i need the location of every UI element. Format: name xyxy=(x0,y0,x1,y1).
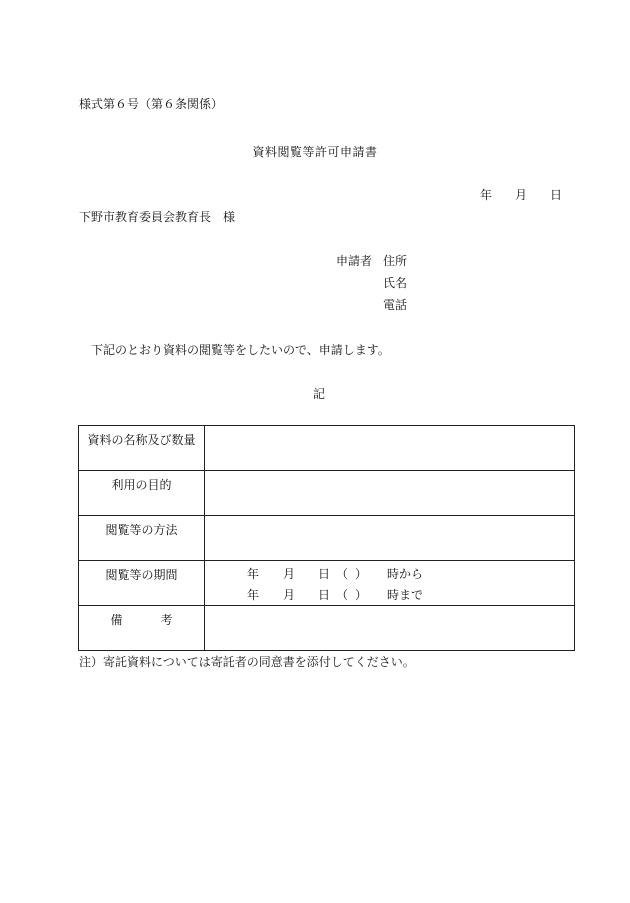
table-row-material xyxy=(79,426,575,471)
ki-heading: 記 xyxy=(313,387,326,401)
addressee: 下野市教育委員会教育長 様 xyxy=(79,210,236,224)
period-end-weekday-open: （ xyxy=(336,588,349,602)
table-row-period xyxy=(79,561,575,606)
method-field[interactable] xyxy=(205,516,575,561)
remarks-label-part-1: 備 xyxy=(110,613,123,627)
detail-table xyxy=(78,425,575,651)
purpose-label: 利用の目的 xyxy=(79,471,205,516)
period-end-year: 年 xyxy=(247,588,260,602)
applicant-name-label: 氏名 xyxy=(383,276,408,290)
period-end-suffix: 時まで xyxy=(387,588,424,602)
purpose-field[interactable] xyxy=(205,471,575,516)
method-label: 閲覧等の方法 xyxy=(79,516,205,561)
material-name-field[interactable] xyxy=(205,426,575,471)
period-start-suffix: 時から xyxy=(387,567,424,581)
applicant-phone-label: 電話 xyxy=(383,298,408,312)
period-start-year: 年 xyxy=(247,567,260,581)
table-row-method xyxy=(79,516,575,561)
applicant-label: 申請者 xyxy=(336,254,373,268)
date-month-label: 月 xyxy=(515,188,528,202)
table-row-remarks xyxy=(79,606,575,651)
document-title: 資料閲覧等許可申請書 xyxy=(252,145,378,159)
remarks-label xyxy=(79,606,205,651)
request-statement: 下記のとおり資料の閲覧等をしたいので、申請します。 xyxy=(91,343,390,357)
period-start-month: 月 xyxy=(283,567,296,581)
form-number: 様式第６号（第６条関係） xyxy=(79,97,224,111)
period-field[interactable] xyxy=(205,561,575,606)
remarks-label-part-2: 考 xyxy=(160,613,173,627)
footnote: 注）寄託資料については寄託者の同意書を添付してください。 xyxy=(79,655,415,669)
period-start-weekday-open: （ xyxy=(336,567,349,581)
period-end-day: 日 xyxy=(318,588,331,602)
period-label: 閲覧等の期間 xyxy=(79,561,205,606)
period-end-weekday-close: ） xyxy=(355,588,368,602)
applicant-address-label: 住所 xyxy=(383,254,408,268)
date-day-label: 日 xyxy=(550,188,563,202)
date-year-label: 年 xyxy=(480,188,493,202)
table-row-purpose xyxy=(79,471,575,516)
remarks-field[interactable] xyxy=(205,606,575,651)
material-name-label: 資料の名称及び数量 xyxy=(79,426,205,471)
period-start-weekday-close: ） xyxy=(355,567,368,581)
period-end-month: 月 xyxy=(283,588,296,602)
period-start-day: 日 xyxy=(318,567,331,581)
